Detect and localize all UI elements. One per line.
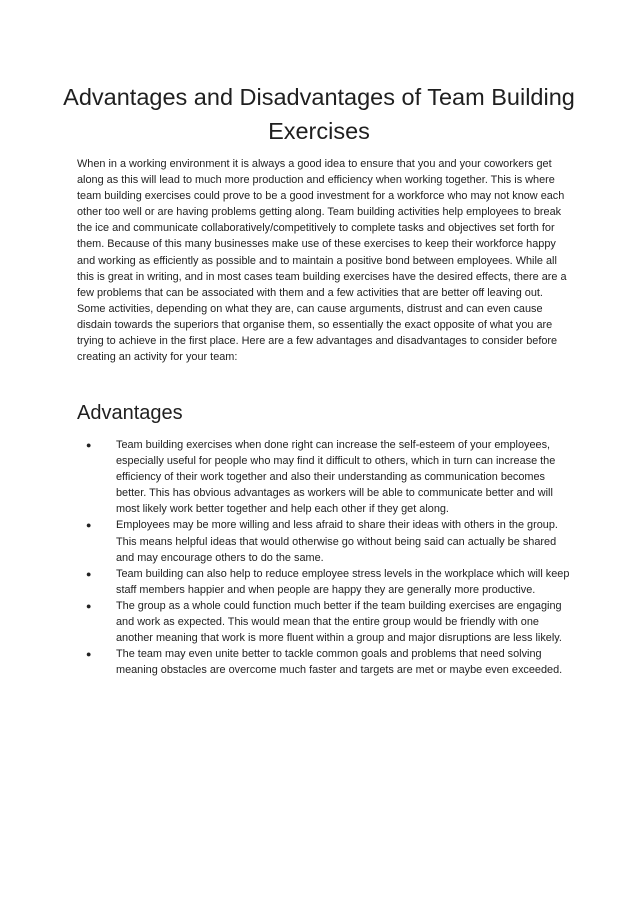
- advantages-list: [77, 437, 572, 678]
- bullet-icon: ●: [86, 568, 92, 579]
- bullet-icon: ●: [86, 600, 92, 611]
- list-item-text: Team building can also help to reduce employee stress levels in the workplace which will keep staff members happier and when people are happy they are generally more productive.: [116, 567, 570, 596]
- bullet-icon: ●: [86, 520, 92, 531]
- advantages-heading: Advantages: [77, 402, 183, 424]
- document-title: Advantages and Disadvantages of Team Building Exercises: [63, 84, 575, 144]
- list-item-text: The team may even unite better to tackle common goals and problems that need solving meaning obstacles are overcome much faster and targets are met or maybe even exceeded.: [116, 648, 563, 677]
- bullet-icon: ●: [86, 649, 92, 660]
- intro-paragraph: When in a working environment it is always a good idea to ensure that you and your coworkers get along as this will lead to much more production and efficiency when working together. This is where team building exercises could prove to be a good investment for a workforce who may not know each other too well or are having problems getting along. Team building activities help employees to break the ice and communicate collaboratively/competitively to complete tasks and objectives set forth for them. Because of this many businesses make use of these exercises to keep their workforce happy and working as efficiently as possible and to maintain a positive bond between employees. While all this is great in writing, and in most cases team building exercises have the desired effects, there are a few problems that can be associated with them and a few activities that are better off leaving out. Some activities, depending on what they are, can cause arguments, distrust and can even cause disdain towards the superiors that organise them, so essentially the exact opposite of what you are trying to achieve in the first place. Here are a few advantages and disadvantages to consider before creating an activity for your team:: [77, 158, 567, 364]
- list-item-text: The group as a whole could function much better if the team building exercises are engaging and work as expected. This would mean that the entire group would be friendly with one another meaning that work is more fluent within a group and major disruptions are less likely.: [116, 599, 562, 645]
- list-item: [77, 566, 572, 598]
- bullet-icon: ●: [86, 440, 92, 450]
- list-item: [77, 517, 572, 565]
- list-item-text: Employees may be more willing and less afraid to share their ideas with others in the group. This means helpful ideas that would otherwise go without being said can actually be shared and may encourage others to do the same.: [116, 519, 558, 564]
- list-item: [77, 437, 572, 517]
- list-item-text: Team building exercises when done right can increase the self-esteem of your employees, especially useful for people who may find it difficult to others, which in turn can increase the efficiency of their work together and also their understanding as communication becomes better. This has obvious advantages as workers will be able to communicate better and will most likely work better together and help each other if they get along.: [116, 439, 556, 516]
- list-item: [77, 598, 572, 646]
- list-item: [77, 646, 572, 678]
